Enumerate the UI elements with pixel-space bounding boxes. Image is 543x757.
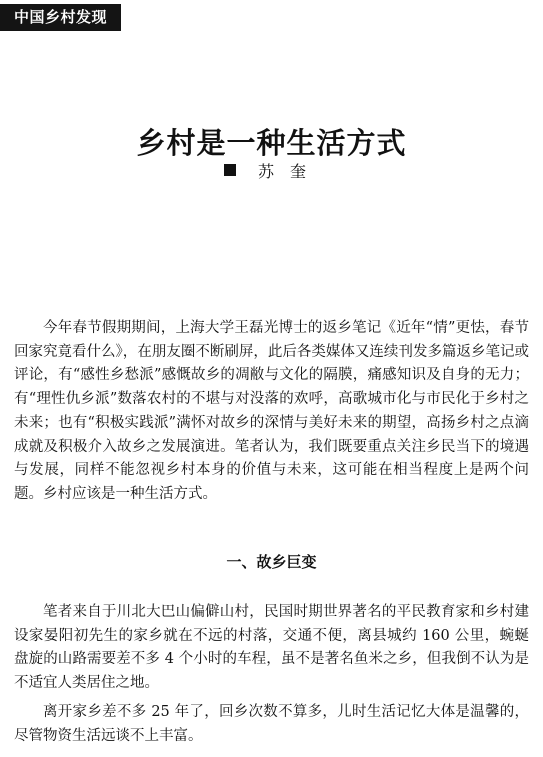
byline [224,159,322,181]
article-title: 乡村是一种生活方式 [136,126,407,161]
section-heading: 一、故乡巨变 [226,553,317,571]
column-tag: 中国乡村发现 [0,4,121,31]
body-paragraph: 笔者来自于川北大巴山偏僻山村，民国时期世界著名的平民教育家和乡村建设家晏阳初先生的家乡就在不远的村落，交通不便，离县城约 160 公里，蜿蜒盘旋的山路需要差不多 4 个小时的车程，虽不是著名鱼米之乡，但我倒不认为是不适宜人类居住之地。 [14,604,529,692]
body-paragraph: 离开家乡差不多 25 年了，回乡次数不算多，儿时生活记忆大体是温馨的，尽管物资生活远谈不上丰富。 [14,704,529,744]
author-name: 苏奎 [258,161,323,181]
intro-paragraph: 今年春节假期期间，上海大学王磊光博士的返乡笔记《近年“情”更怯，春节回家究竟看什么》，在朋友圈不断刷屏，此后各类媒体又连续刊发多篇返乡笔记或评论，有“感性乡愁派”感慨故乡的凋敝与文化的隔膜，痛感知识及自身的无力；有“理性仇乡派”数落农村的不堪与对没落的欢呼，高歌城市化与市民化于乡村之未来；也有“积极实践派”满怀对故乡的深情与美好未来的期望，高扬乡村之点滴成就及积极介入故乡之发展演进。笔者认为，我们既要重点关注乡民当下的境遇与发展，同样不能忽视乡村本身的价值与未来，这可能在相当程度上是两个问题。乡村应该是一种生活方式。 [14,320,529,502]
square-bullet-icon [224,164,236,176]
